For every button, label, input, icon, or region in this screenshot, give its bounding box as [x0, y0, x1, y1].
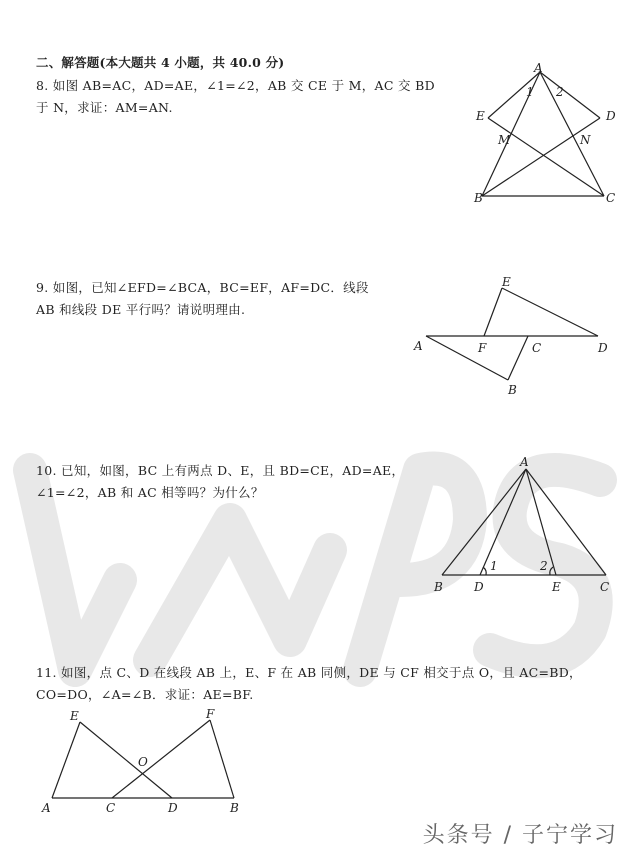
label-B: B [230, 801, 239, 815]
label-angle-1: 1 [526, 85, 534, 99]
segment-BF [210, 720, 234, 798]
label-D: D [168, 801, 178, 815]
label-E: E [552, 580, 561, 594]
question-8-line-1: 8. 如图 AB=AC，AD=AE，∠1=∠2，AB 交 CE 于 M，AC 交 BD [36, 78, 435, 93]
label-B: B [434, 580, 443, 594]
label-angle-2: 2 [556, 85, 564, 99]
label-O: O [138, 755, 148, 769]
question-8 [36, 75, 435, 119]
segment-EC [488, 118, 604, 196]
segment-EF [484, 288, 502, 336]
question-9-line-2: AB 和线段 DE 平行吗？请说明理由. [36, 302, 246, 317]
segment-ED [502, 288, 598, 336]
label-D: D [606, 109, 616, 123]
segment-AB [426, 336, 508, 380]
segment-FC [112, 720, 210, 798]
question-9 [36, 277, 369, 321]
label-E: E [70, 709, 79, 723]
segment-AC [526, 469, 606, 575]
figure-question-9 [412, 270, 612, 400]
segment-AD [480, 469, 526, 575]
question-11 [36, 662, 582, 706]
question-11-line-2: CO=DO，∠A=∠B．求证：AE=BF. [36, 687, 254, 702]
label-E: E [476, 109, 485, 123]
segment-AB [442, 469, 526, 575]
label-C: C [106, 801, 116, 815]
angle-mark-2 [550, 567, 553, 575]
label-F: F [206, 707, 215, 721]
label-A: A [414, 339, 423, 353]
section-title: 二、解答题(本大题共 4 小题，共 40.0 分) [36, 55, 285, 70]
label-F: F [478, 341, 487, 355]
label-angle-1: 1 [490, 559, 498, 573]
label-A: A [42, 801, 51, 815]
figure-question-8 [470, 61, 620, 214]
label-N: N [580, 133, 591, 147]
label-C: C [532, 341, 542, 355]
figure-question-11 [38, 708, 258, 823]
label-A: A [520, 455, 529, 469]
label-E: E [502, 275, 511, 289]
question-8-line-2: 于 N，求证：AM=AN. [36, 100, 173, 115]
question-9-line-1: 9. 如图，已知∠EFD=∠BCA，BC=EF，AF=DC．线段 [36, 280, 369, 295]
segment-BC [508, 336, 528, 380]
footer-credit: 头条号 / 子宁学习 [422, 823, 618, 848]
question-10 [36, 460, 404, 504]
label-D: D [474, 580, 484, 594]
label-M: M [498, 133, 511, 147]
segment-AD [540, 72, 600, 118]
segment-AC [540, 72, 604, 196]
question-10-line-1: 10. 已知，如图，BC 上有两点 D、E，且 BD=CE，AD=AE， [36, 463, 405, 478]
label-C: C [606, 191, 616, 205]
label-C: C [600, 580, 610, 594]
label-B: B [508, 383, 517, 397]
question-10-line-2: ∠1=∠2，AB 和 AC 相等吗？为什么？ [36, 485, 264, 500]
segment-AE [52, 722, 80, 798]
figure-question-10 [430, 455, 620, 600]
label-angle-2: 2 [540, 559, 548, 573]
question-11-line-1: 11. 如图，点 C、D 在线段 AB 上，E、F 在 AB 同侧，DE 与 CF 相交于点 O，且 AC=BD， [36, 665, 582, 680]
label-D: D [598, 341, 608, 355]
label-A: A [534, 61, 543, 75]
label-B: B [474, 191, 483, 205]
